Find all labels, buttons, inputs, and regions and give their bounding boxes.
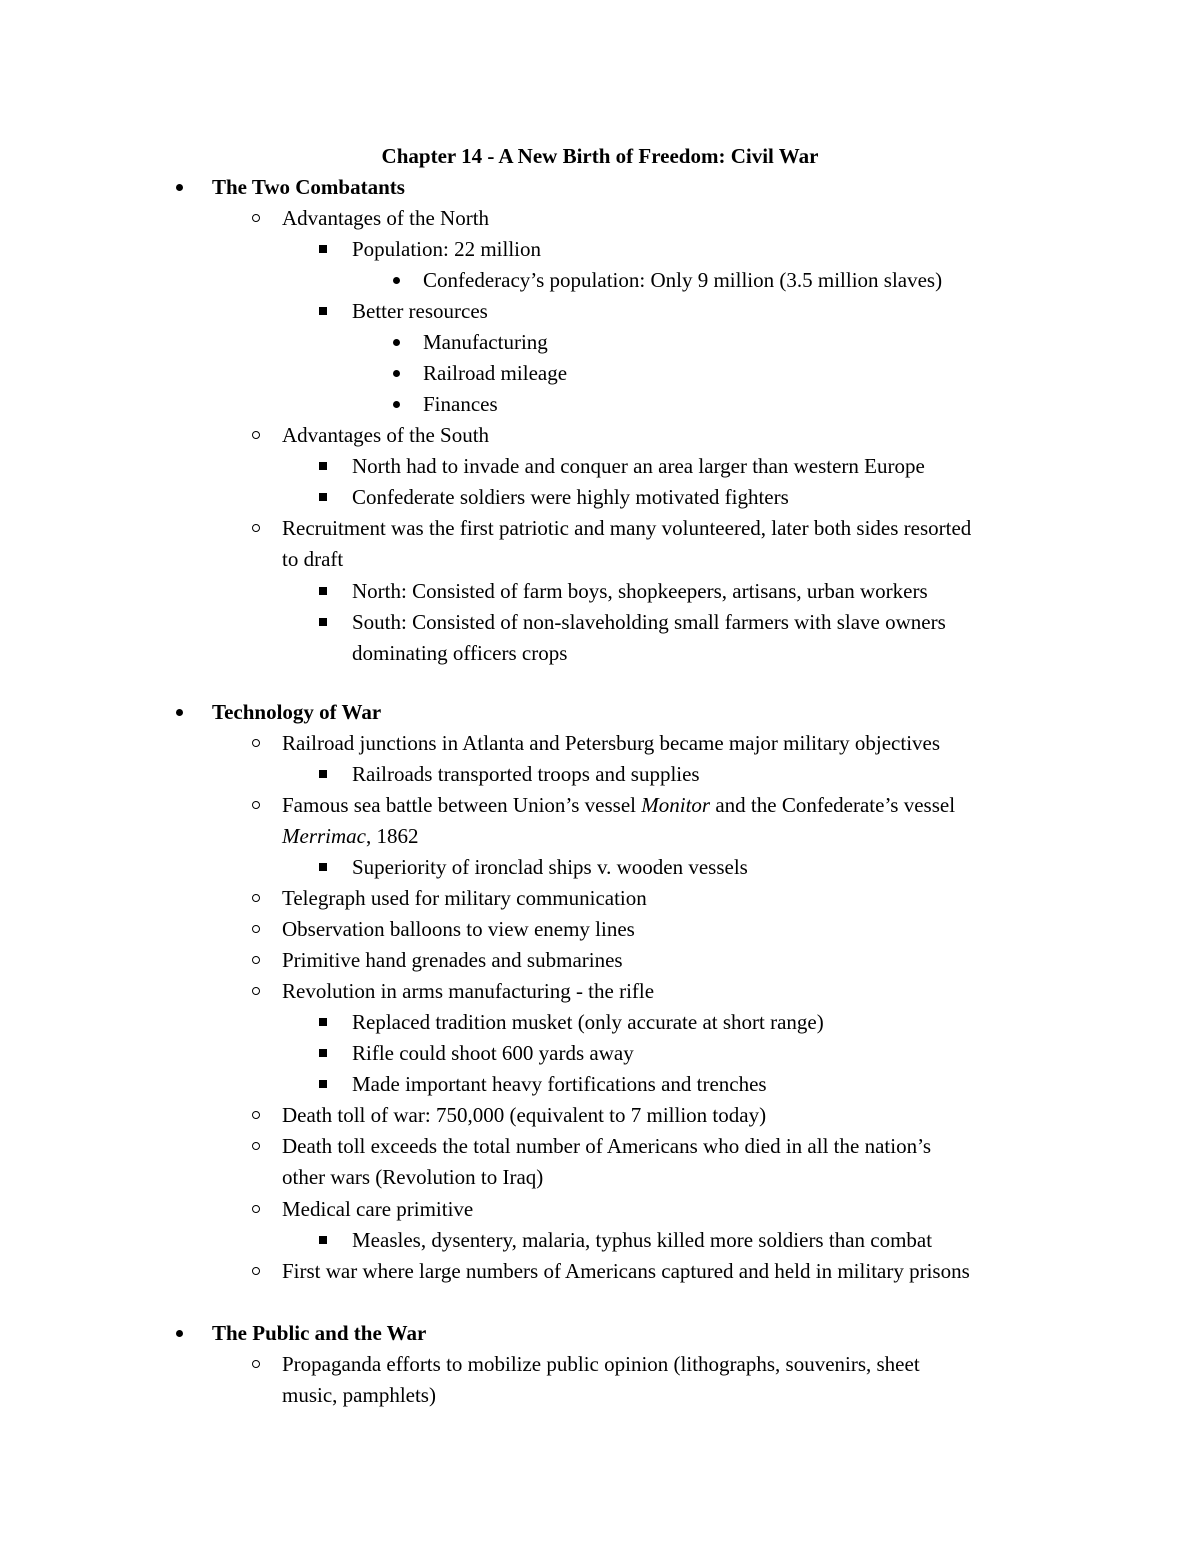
page-title: Chapter 14 - A New Birth of Freedom: Civil War [381,144,819,168]
list-item: Observation balloons to view enemy lines [282,914,635,945]
list-item-continuation: music, pamphlets) [282,1383,436,1407]
bullet-dot-icon [176,709,183,716]
bullet-square-icon [319,1018,327,1026]
bullet-circle-icon [252,1142,260,1150]
list-item: Telegraph used for military communication [282,883,647,914]
bullet-square-icon [319,307,327,315]
list-item: North: Consisted of farm boys, shopkeepers, artisans, urban workers [352,576,928,607]
list-item: Death toll of war: 750,000 (equivalent to 7 million today) [282,1100,766,1131]
bullet-square-icon [319,1080,327,1088]
list-item-continuation: to draft [282,547,344,571]
list-item: Famous sea battle between Union’s vessel Monitor and the Confederate’s vessel [282,790,955,821]
list-item: Better resources [352,296,488,327]
bullet-square-icon [319,618,327,626]
bullet-dot-icon [176,184,183,191]
list-item-continuation: Merrimac, 1862 [282,824,419,848]
bullet-circle-icon [252,214,260,222]
list-item: Confederacy’s population: Only 9 million (3.5 million slaves) [423,265,942,296]
bullet-square-icon [319,493,327,501]
list-item: Propaganda efforts to mobilize public opinion (lithographs, souvenirs, sheet [282,1349,920,1380]
list-item: Advantages of the South [282,420,489,451]
bullet-circle-icon [252,431,260,439]
list-item: Rifle could shoot 600 yards away [352,1038,634,1069]
list-item: Railroad mileage [423,358,567,389]
section-heading: Technology of War [212,697,381,728]
bullet-circle-icon [252,925,260,933]
list-item: South: Consisted of non-slaveholding small farmers with slave owners [352,607,946,638]
bullet-circle-icon [252,1267,260,1275]
bullet-circle-icon [252,524,260,532]
section-heading: The Public and the War [212,1318,426,1349]
bullet-dot-icon [393,370,400,377]
bullet-square-icon [319,587,327,595]
list-item: Confederate soldiers were highly motivated fighters [352,482,789,513]
list-item: Measles, dysentery, malaria, typhus killed more soldiers than combat [352,1225,932,1256]
bullet-square-icon [319,863,327,871]
list-item: Finances [423,389,498,420]
list-item: Made important heavy fortifications and trenches [352,1069,767,1100]
list-item: Replaced tradition musket (only accurate at short range) [352,1007,824,1038]
bullet-circle-icon [252,1205,260,1213]
list-item: North had to invade and conquer an area larger than western Europe [352,451,925,482]
bullet-dot-icon [176,1330,183,1337]
list-item: First war where large numbers of Americans captured and held in military prisons [282,1256,970,1287]
list-item: Population: 22 million [352,234,541,265]
bullet-dot-icon [393,401,400,408]
list-item: Railroad junctions in Atlanta and Petersburg became major military objectives [282,728,940,759]
bullet-circle-icon [252,987,260,995]
bullet-circle-icon [252,739,260,747]
bullet-square-icon [319,1049,327,1057]
list-item-continuation: other wars (Revolution to Iraq) [282,1165,544,1189]
bullet-dot-icon [393,339,400,346]
list-item: Revolution in arms manufacturing - the rifle [282,976,654,1007]
list-item-continuation: dominating officers crops [352,641,568,665]
bullet-square-icon [319,1236,327,1244]
bullet-square-icon [319,770,327,778]
bullet-circle-icon [252,801,260,809]
list-item: Medical care primitive [282,1194,473,1225]
bullet-circle-icon [252,956,260,964]
list-item: Superiority of ironclad ships v. wooden vessels [352,852,748,883]
bullet-circle-icon [252,1111,260,1119]
list-item: Death toll exceeds the total number of Americans who died in all the nation’s [282,1131,931,1162]
bullet-dot-icon [393,277,400,284]
bullet-circle-icon [252,1360,260,1368]
bullet-square-icon [319,462,327,470]
bullet-square-icon [319,245,327,253]
list-item: Advantages of the North [282,203,489,234]
list-item: Railroads transported troops and supplies [352,759,700,790]
list-item: Recruitment was the first patriotic and many volunteered, later both sides resorted [282,513,971,544]
list-item: Primitive hand grenades and submarines [282,945,623,976]
list-item: Manufacturing [423,327,548,358]
section-heading: The Two Combatants [212,172,405,203]
bullet-circle-icon [252,894,260,902]
